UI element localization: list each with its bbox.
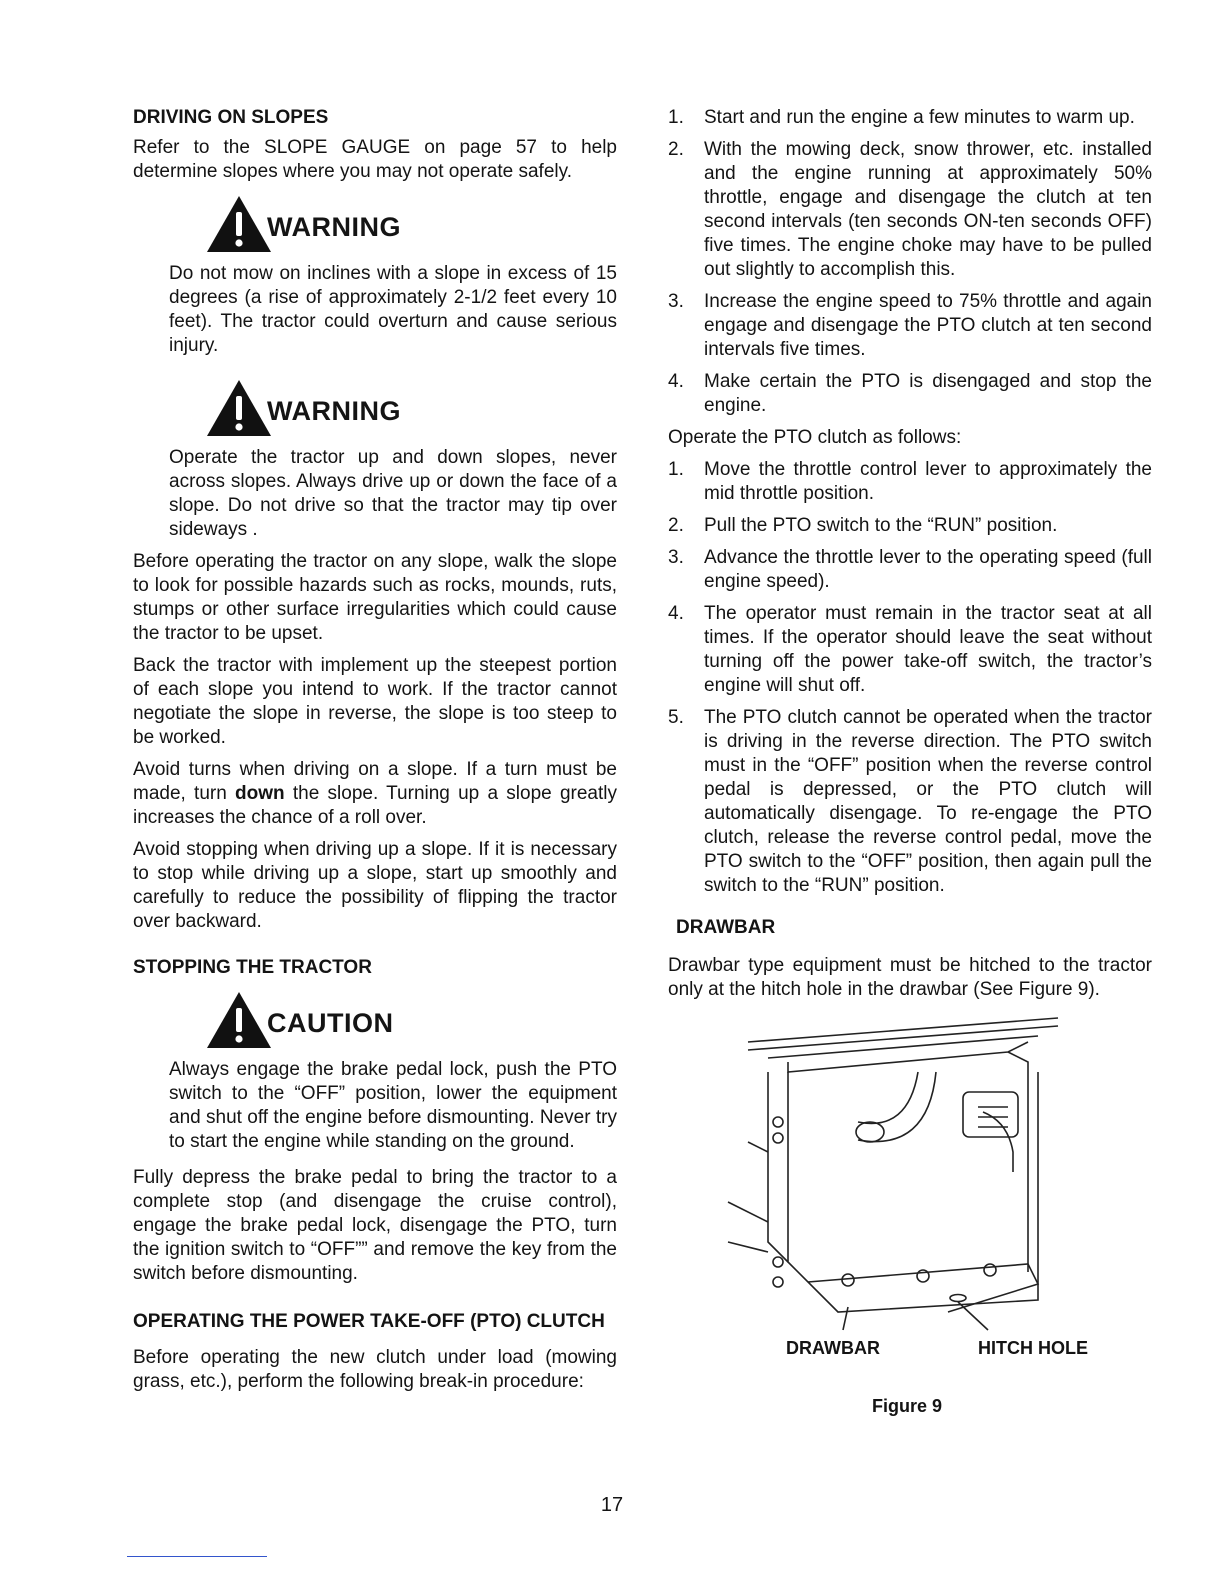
list-number: 4. [668, 371, 684, 392]
avoid-turns-part1: Avoid turns when driving on a slope. If a turn must be made, turn [133, 759, 617, 804]
stopping-tractor-heading: STOPPING THE TRACTOR [133, 957, 372, 978]
figure-label-drawbar: DRAWBAR [786, 1338, 880, 1358]
list-number: 1. [668, 459, 684, 480]
drawbar-illustration [708, 1012, 1068, 1332]
list-number: 3. [668, 547, 684, 568]
page-number: 17 [600, 1494, 624, 1516]
list-item [668, 458, 1152, 506]
figure-label-hitch-hole: HITCH HOLE [978, 1338, 1088, 1358]
list-text: Start and run the engine a few minutes to warm up. [704, 107, 1135, 128]
list-number: 5. [668, 707, 684, 728]
right-column [668, 106, 1152, 1452]
caution-box [205, 988, 617, 1052]
footer-rule [127, 1556, 267, 1557]
list-number: 2. [668, 139, 684, 160]
list-item [668, 514, 1152, 538]
list-item [668, 546, 1152, 594]
breakin-list [668, 106, 1152, 418]
list-number: 3. [668, 291, 684, 312]
list-text: Increase the engine speed to 75% throttle and again engage and disengage the PTO clutch at ten second intervals five times. [704, 291, 1152, 360]
operate-list [668, 458, 1152, 898]
operate-intro: Operate the PTO clutch as follows: [668, 427, 962, 448]
list-text: Make certain the PTO is disengaged and stop the engine. [704, 371, 1152, 416]
list-number: 2. [668, 515, 684, 536]
warning-triangle-icon [205, 194, 273, 254]
pto-intro: Before operating the new clutch under load (mowing grass, etc.), perform the following break-in procedure: [133, 1347, 617, 1392]
figure-caption: Figure 9 [872, 1396, 943, 1416]
warning-text-2: Operate the tractor up and down slopes, never across slopes. Always drive up or down the face of a slope. Do not drive so that the tractor may tip over sideways . [169, 447, 617, 540]
pto-heading: OPERATING THE POWER TAKE-OFF (PTO) CLUTCH [133, 1311, 605, 1332]
para-avoid-turns [133, 758, 617, 830]
list-item [668, 370, 1152, 418]
list-item [668, 602, 1152, 698]
list-text: Advance the throttle lever to the operating speed (full engine speed). [704, 547, 1152, 592]
list-item [668, 290, 1152, 362]
drawbar-heading: DRAWBAR [676, 917, 776, 938]
list-text: With the mowing deck, snow thrower, etc. installed and the engine running at approximately 50% throttle, engage and disengage the clutch at ten second intervals (ten seconds ON-ten seconds OFF) five times. The engine choke may have to be pulled out slightly to accomplish this. [704, 139, 1152, 280]
list-text: The PTO clutch cannot be operated when the tractor is driving in the reverse direction. The PTO switch must in the “OFF” position when the reverse control pedal is depressed, or the PTO clutch will automatically disengage. To re-engage the PTO clutch, release the reverse control pedal, move the PTO switch to the “OFF” position, then again pull the switch to the “RUN” position. [704, 707, 1152, 896]
list-number: 1. [668, 107, 684, 128]
caution-text: Always engage the brake pedal lock, push the PTO switch to the “OFF” position, lower the equipment and shut off the engine before dismounting. Never try to start the engine while standing on the ground. [169, 1059, 617, 1152]
para-fully-depress: Fully depress the brake pedal to bring the tractor to a complete stop (and disengage the cruise control), engage the brake pedal lock, disengage the PTO, turn the ignition switch to “OFF”” and remove the key from the switch before dismounting. [133, 1167, 617, 1284]
para-avoid-stopping: Avoid stopping when driving up a slope. If it is necessary to stop while driving up a slope, start up smoothly and carefully to reduce the possibility of flipping the tractor over backward. [133, 839, 617, 932]
list-text: The operator must remain in the tractor seat at all times. If the operator should leave the seat without turning off the power take-off switch, the tractor’s engine will shut off. [704, 603, 1152, 696]
list-text: Move the throttle control lever to approximately the mid throttle position. [704, 459, 1152, 504]
para-back-tractor: Back the tractor with implement up the steepest portion of each slope you intend to work. If the tractor cannot negotiate the slope in reverse, the slope is too steep to be worked. [133, 655, 617, 748]
avoid-turns-part2: the slope. Turning up a slope greatly increases the chance of a roll over. [133, 783, 618, 828]
left-column [133, 106, 617, 1402]
list-text: Pull the PTO switch to the “RUN” position. [704, 515, 1058, 536]
driving-on-slopes-heading: DRIVING ON SLOPES [133, 107, 329, 128]
drawbar-text: Drawbar type equipment must be hitched to the tractor only at the hitch hole in the drawbar (See Figure 9). [668, 955, 1152, 1000]
para-before-operating: Before operating the tractor on any slope, walk the slope to look for possible hazards such as rocks, mounds, ruts, stumps or other surface irregularities which could cause the tractor to be upset. [133, 551, 617, 644]
warning-title: WARNING [267, 211, 401, 242]
warning-box-2 [205, 376, 617, 440]
list-number: 4. [668, 603, 684, 624]
warning-triangle-icon [205, 378, 273, 438]
caution-triangle-icon [205, 990, 273, 1050]
caution-title: CAUTION [267, 1007, 394, 1038]
figure-9 [668, 1012, 1152, 1452]
warning-text-1: Do not mow on inclines with a slope in excess of 15 degrees (a rise of approximately 2-1/2 feet every 10 feet). The tractor could overturn and cause serious injury. [169, 263, 617, 356]
driving-intro: Refer to the SLOPE GAUGE on page 57 to help determine slopes where you may not operate safely. [133, 137, 617, 182]
warning-box-1 [205, 192, 617, 256]
list-item [668, 138, 1152, 282]
warning-title: WARNING [267, 395, 401, 426]
list-item [668, 106, 1152, 130]
avoid-turns-bold: down [235, 783, 285, 804]
list-item [668, 706, 1152, 898]
